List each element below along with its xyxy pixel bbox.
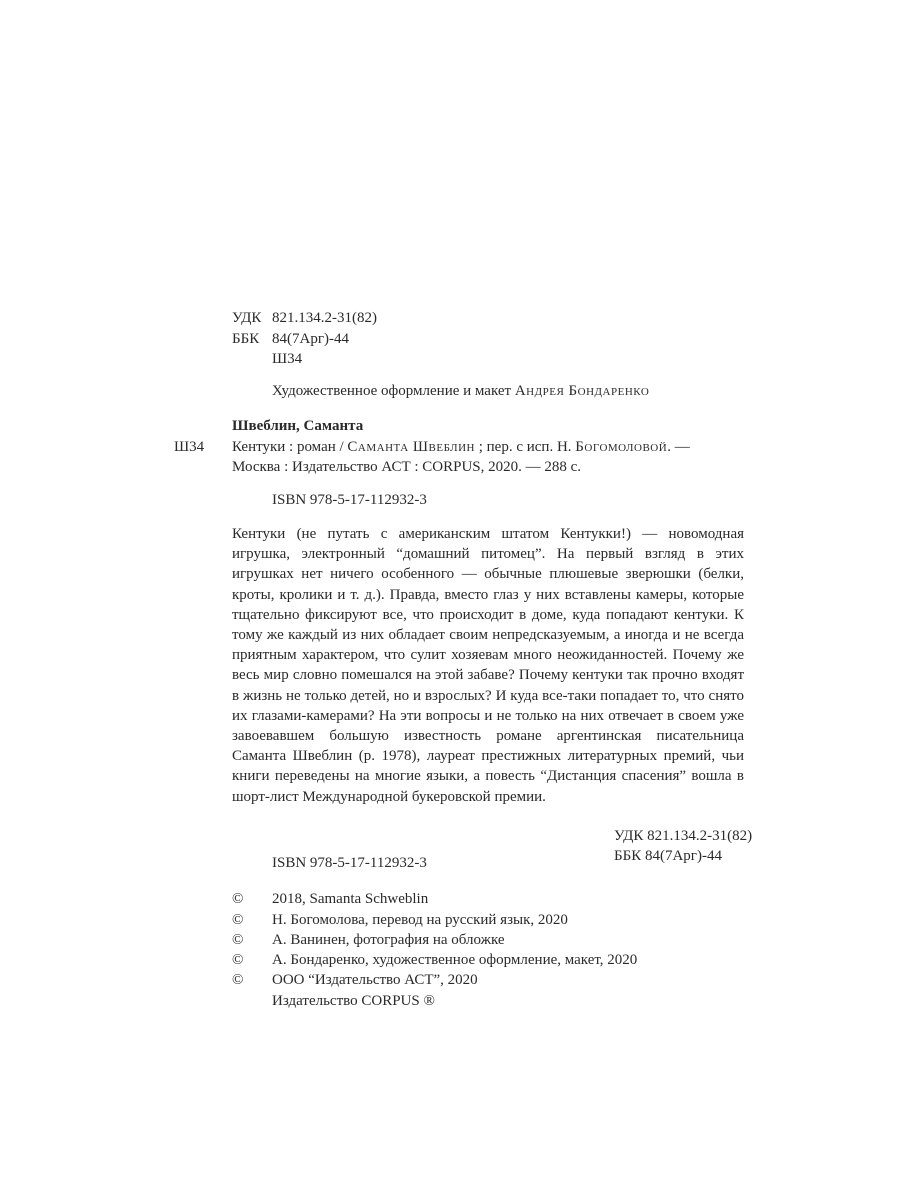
isbn-bottom: ISBN 978-5-17-112932-3: [272, 855, 427, 871]
codes-right: [614, 826, 754, 866]
copyright-symbol: ©: [232, 891, 244, 907]
copyright-text: 2018, Samanta Schweblin: [272, 891, 429, 907]
record-author: Саманта Швеблин: [347, 439, 475, 455]
record-line-1: [232, 437, 690, 457]
copyright-symbol: ©: [232, 932, 244, 948]
copyright-text: А. Ванинен, фотография на обложке: [272, 932, 505, 948]
side-mark: Ш34: [174, 439, 205, 455]
copyright-text: Н. Богомолова, перевод на русский язык, 2020: [272, 912, 568, 928]
record-translator: Богомоловой: [575, 439, 668, 455]
bbk-right: ББК 84(7Арг)-44: [614, 848, 722, 864]
record-mid: ; пер. с исп. Н.: [478, 439, 572, 455]
art-design-name: Андрея Бондаренко: [514, 383, 650, 399]
publisher-mark: Издательство CORPUS ®: [272, 993, 435, 1009]
copyright-symbol: ©: [232, 952, 244, 968]
bbk-label: ББК: [232, 331, 260, 347]
udk-label: УДК: [232, 310, 262, 326]
art-design-text: Художественное оформление и макет: [272, 383, 512, 399]
record-end: . —: [667, 439, 690, 455]
copyright-symbol: ©: [232, 972, 244, 988]
bbk-value: 84(7Арг)-44: [272, 331, 349, 347]
annotation-text: Кентуки (не путать с американским штатом Кентукки!) — новомодная игрушка, электронный “домашний питомец”. На первый взгляд в этих игрушках нет ничего особенного — обычные плюшевые зверюшки (белки, кроты, кролики и т. д.). Правда, вместо глаз у них вставлены камеры, которые тщательно фиксируют все, что происходит в доме, куда попадают кентуки. К тому же каждый из них обладает своим непредсказуемым, а иногда и не всегда приятным характером, что сулит хозяевам много неожиданностей. Почему же весь мир словно помешался на этой забаве? Почему кентуки так прочно входят в жизнь не только детей, но и взрослых? И куда все-таки попадает то, что снято их глазами-камерами? На эти вопросы и не только на них отвечает в своем уже завоевавшем большую известность романе аргентинская писательница Саманта Швеблин (р. 1978), лауреат престижных литературных премий, чьи книги переведены на многие языки, а повесть “Дистанция спасения” вошла в шорт-лист Международной букеровской премии.: [232, 526, 744, 805]
author-mark: Ш34: [272, 351, 303, 367]
udk-value: 821.134.2-31(82): [272, 310, 377, 326]
copyright-text: А. Бондаренко, художественное оформление, макет, 2020: [272, 952, 638, 968]
annotation: [232, 524, 744, 807]
udk-right: УДК 821.134.2-31(82): [614, 828, 753, 844]
copyright-symbol: ©: [232, 912, 244, 928]
copyright-text: ООО “Издательство АСТ”, 2020: [272, 972, 478, 988]
record-line-2: Москва : Издательство АСТ : CORPUS, 2020. — 288 с.: [232, 459, 582, 475]
author-heading: Швеблин, Саманта: [232, 418, 364, 434]
isbn-top: ISBN 978-5-17-112932-3: [272, 492, 427, 508]
record-title: Кентуки : роман /: [232, 439, 344, 455]
art-design-credit: [272, 381, 649, 401]
